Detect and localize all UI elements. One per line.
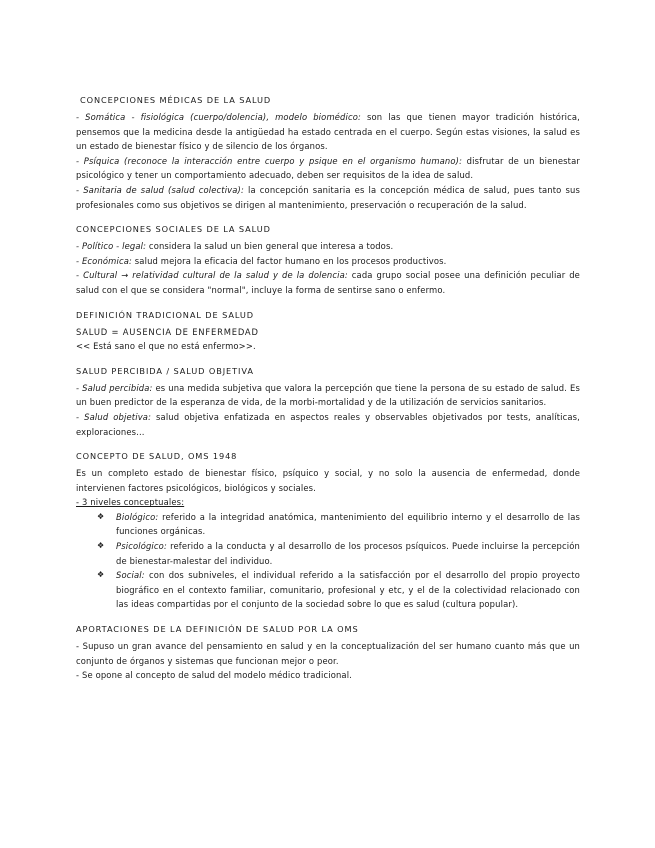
- paragraph-sanitary: [76, 183, 580, 212]
- text-objective: salud objetiva enfatizada en aspectos reales y observables objetivados por tests, analíticas, exploraciones…: [76, 411, 580, 437]
- health-quote: << Está sano el que no está enfermo>>.: [76, 341, 256, 352]
- diamond-bullet-icon: ❖: [97, 511, 105, 521]
- text-social: con dos subniveles, el individual referido a la satisfacción por el desarrollo del propio proyecto biográfico en el contexto familiar, comunitario, profesional y etc, y el de la colectividad relacionado con las ideas compartidas por el conjunto de la sociedad sobre lo que es salud (cultura popular).: [116, 570, 580, 610]
- text-perceived: es una medida subjetiva que valora la percepción que tiene la persona de su estado de salud. Es un buen predictor de la esperanza de vida, de la morbi-mortalidad y de la utilización de servicios sanitarios.: [76, 382, 580, 408]
- term-social: Social:: [116, 570, 145, 581]
- diamond-bullet-icon: ❖: [97, 570, 105, 580]
- text-cultural: cada grupo social posee una definición peculiar de salud con el que se considera "normal", incluye la forma de sentirse sano o enfermo.: [76, 270, 580, 295]
- term-somatic: - Somática - fisiológica (cuerpo/dolencia), modelo biomédico:: [76, 112, 361, 122]
- text-psychological: referido a la conducta y al desarrollo de los procesos psíquicos. Puede incluirse la percepción de bienestar-malestar del individuo.: [116, 541, 580, 566]
- section-title-contributions: APORTACIONES DE LA DEFINICIÓN DE SALUD POR LA OMS: [76, 624, 359, 635]
- section-title-perceived: SALUD PERCIBIDA / SALUD OBJETIVA: [76, 365, 254, 376]
- levels-label: [76, 495, 580, 510]
- paragraph-perceived: [76, 381, 580, 410]
- health-equation: SALUD = AUSENCIA DE ENFERMEDAD: [76, 326, 259, 337]
- term-cultural: - Cultural → relatividad cultural de la salud y de la dolencia:: [76, 270, 348, 281]
- paragraph-economic: [76, 254, 580, 269]
- section-title-oms: CONCEPTO DE SALUD, OMS 1948: [76, 451, 238, 462]
- term-sanitary: - Sanitaria de salud (salud colectiva):: [76, 184, 244, 195]
- paragraph-political: [76, 239, 580, 254]
- term-psychic: - Psíquica (reconoce la interacción entre cuerpo y psique en el organismo humano):: [76, 155, 463, 166]
- section-title-social: CONCEPCIONES SOCIALES DE LA SALUD: [76, 224, 271, 235]
- text-biological: referido a la integridad anatómica, mantenimiento del equilibrio interno y el desarrollo de las funciones orgánicas.: [116, 511, 580, 537]
- section-title-medical: CONCEPCIONES MÉDICAS DE LA SALUD: [80, 95, 272, 105]
- paragraph-somatic: [76, 110, 580, 154]
- term-psychological: Psicológico:: [116, 541, 167, 552]
- levels-label-text: - 3 niveles conceptuales:: [76, 497, 185, 508]
- level-social: [76, 568, 580, 612]
- term-biological: Biológico:: [116, 511, 159, 522]
- text-psychic: disfrutar de un bienestar psicológico y tener un comportamiento adecuado, deben ser requisitos de la idea de salud.: [76, 155, 580, 181]
- document-page: [76, 95, 580, 683]
- paragraph-contribution-2: - Se opone al concepto de salud del modelo médico tradicional.: [76, 670, 352, 681]
- paragraph-objective: [76, 410, 580, 439]
- level-psychological: [76, 539, 580, 568]
- term-economic: - Económica:: [76, 255, 132, 266]
- text-economic: salud mejora la eficacia del factor humano en los procesos productivos.: [131, 255, 447, 266]
- text-political: considera la salud un bien general que interesa a todos.: [146, 241, 394, 252]
- paragraph-psychic: [76, 154, 580, 183]
- level-biological: [76, 510, 580, 539]
- term-objective: - Salud objetiva:: [76, 411, 152, 422]
- section-title-traditional: DEFINICIÓN TRADICIONAL DE SALUD: [76, 309, 254, 320]
- paragraph-cultural: [76, 268, 580, 297]
- term-perceived: - Salud percibida:: [76, 382, 153, 393]
- text-sanitary: la concepción sanitaria es la concepción médica de salud, pues tanto sus profesionales como sus objetivos se dirigen al mantenimiento, preservación o recuperación de la salud.: [76, 184, 580, 210]
- diamond-bullet-icon: ❖: [97, 541, 105, 551]
- paragraph-oms-intro: Es un completo estado de bienestar físico, psíquico y social, y no solo la ausencia de enfermedad, donde intervienen factores psicológicos, biológicos y sociales.: [76, 468, 580, 493]
- paragraph-contribution-1: - Supuso un gran avance del pensamiento en salud y en la conceptualización del ser humano cuanto más que un conjunto de órganos y sistemas que funcionan mejor o peor.: [76, 641, 580, 666]
- levels-list: [76, 510, 580, 612]
- text-somatic: son las que tienen mayor tradición histórica, pensemos que la medicina desde la antigüedad ha estado centrada en el cuerpo. Según estas visiones, la salud es un estado de bienestar físico y de silencio de los órganos.: [76, 112, 580, 152]
- term-political: - Político - legal:: [76, 241, 147, 252]
